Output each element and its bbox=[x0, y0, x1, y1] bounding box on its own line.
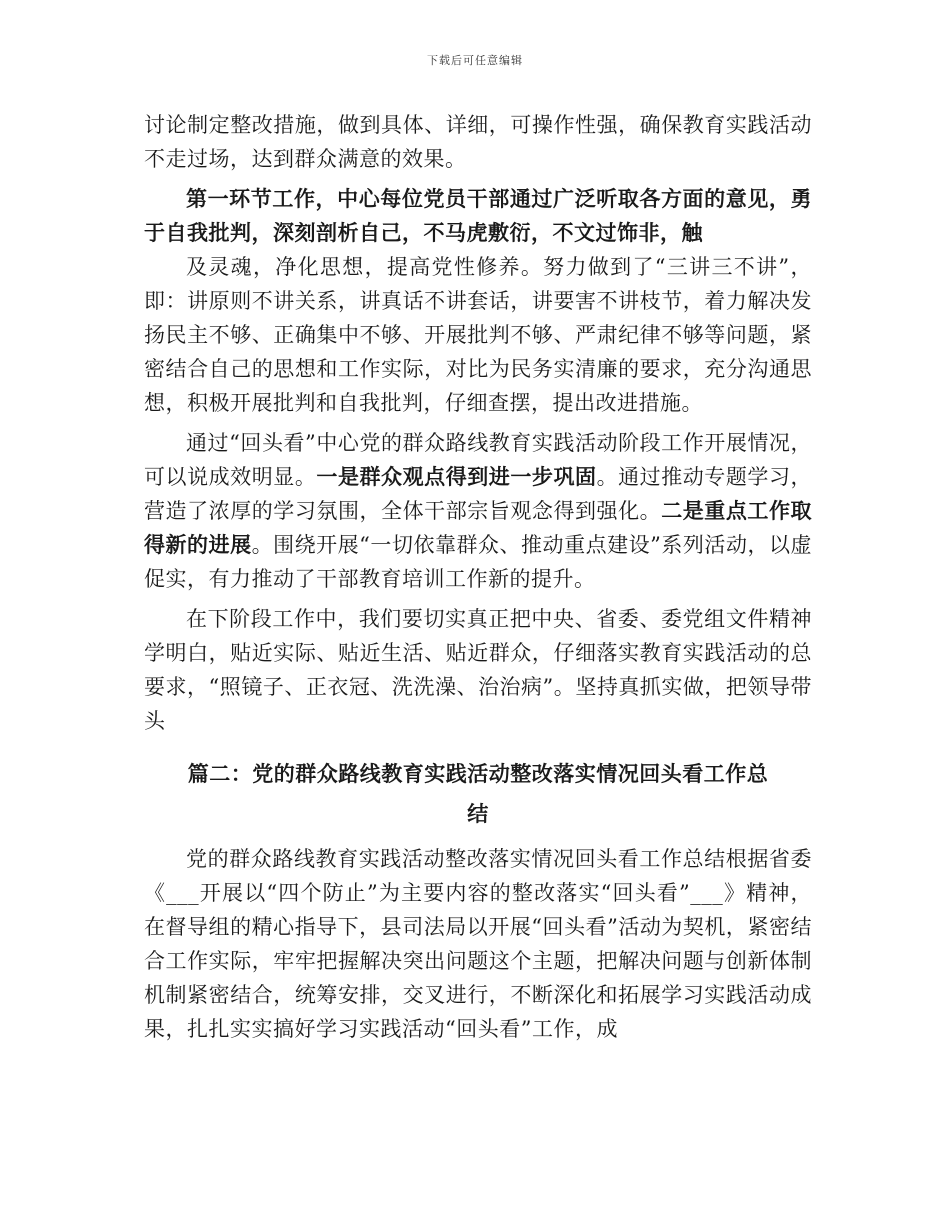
section-title: 篇二：党的群众路线教育实践活动整改落实情况回头看工作总结 bbox=[187, 761, 769, 826]
paragraph-4-text-e: 。围绕开展“一切依靠群众、推动重点建设”系列活动，以虚促实，有力推动了干部教育培训工作新的提升。 bbox=[144, 533, 812, 591]
paragraph-4-text-c: 。通过推动专题学习，营造了浓厚的学习氛围，全体干部宗旨观念得到强化。 bbox=[144, 465, 813, 523]
document-body bbox=[144, 108, 812, 1046]
paragraph-3: 及灵魂，净化思想，提高党性修养。努力做到了“三讲三不讲”，即：讲原则不讲关系，讲真话不讲套话，讲要害不讲枝节，着力解决发扬民主不够、正确集中不够、开展批判不够、严肃纪律不够等问题，紧密结合自己的思想和工作实际，对比为民务实清廉的要求，充分沟通思想，积极开展批判和自我批判，仔细查摆，提出改进措施。 bbox=[144, 255, 812, 415]
paragraph-4 bbox=[144, 426, 812, 596]
paragraph-4-bold-b: 一是群众观点得到进一步巩固 bbox=[316, 464, 597, 489]
paragraph-1: 讨论制定整改措施，做到具体、详细，可操作性强，确保教育实践活动不走过场，达到群众满意的效果。 bbox=[144, 113, 812, 171]
paragraph-6: 党的群众路线教育实践活动整改落实情况回头看工作总结根据省委《___开展以“四个防止”为主要内容的整改落实“回头看”___》精神，在督导组的精心指导下，县司法局以开展“回头看”活动为契机，紧密结合工作实际，牢牢把握解决突出问题这个主题，把解决问题与创新体制机制紧密结合，统筹安排，交叉进行，不断深化和拓展学习实践活动成果，扎扎实实搞好学习实践活动“回头看”工作，成 bbox=[144, 847, 812, 1041]
paragraph-4-bold-d: 二是重点工作取得新的进展 bbox=[144, 498, 813, 557]
paragraph-5: 在下阶段工作中，我们要切实真正把中央、省委、委党组文件精神学明白，贴近实际、贴近生活、贴近群众，仔细落实教育实践活动的总要求，“照镜子、正衣冠、洗洗澡、治治病”。坚持真抓实做，把领导带头 bbox=[144, 607, 812, 733]
paragraph-2-bold: 第一环节工作，中心每位党员干部通过广泛听取各方面的意见，勇于自我批判，深刻剖析自己，不马虎敷衍，不文过饰非，触 bbox=[144, 186, 812, 245]
paragraph-4-text-a: 通过“回头看”中心党的群众路线教育实践活动阶段工作开展情况，可以说成效明显。 bbox=[144, 431, 812, 489]
page-header: 下载后可任意编辑 bbox=[427, 54, 523, 67]
